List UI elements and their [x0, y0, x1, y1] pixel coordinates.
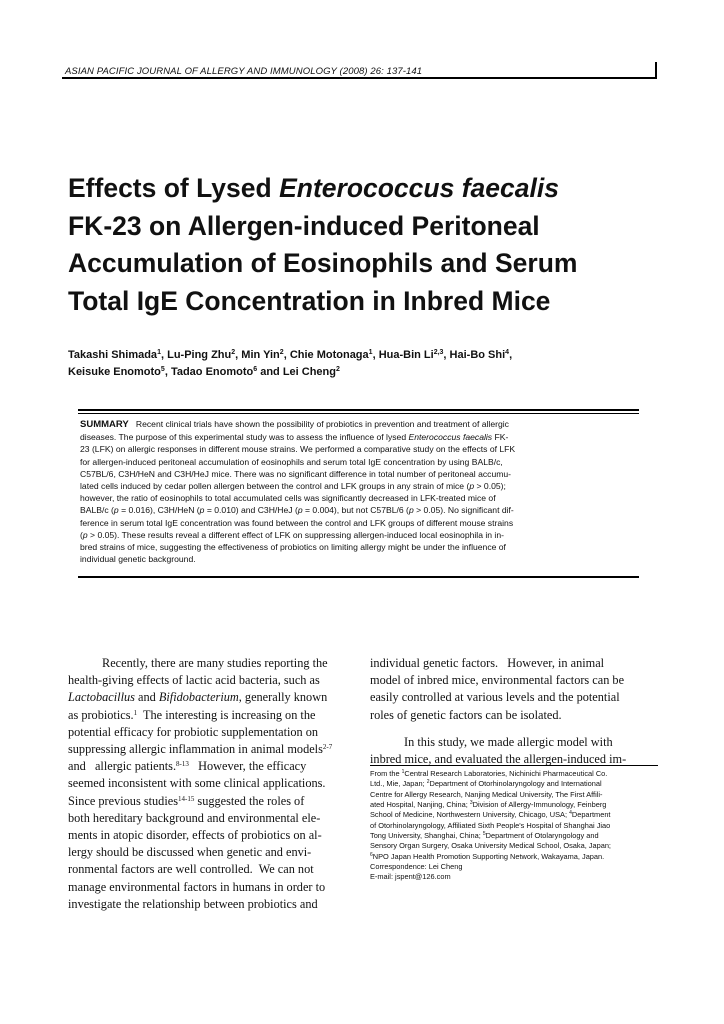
body-line: Lactobacillus and Bifidobacterium, generally known	[68, 690, 328, 705]
author-name: Chie Motonaga	[289, 349, 369, 361]
body-line: model of inbred mice, environmental factors can be	[370, 673, 625, 688]
title-species-name: Enterococcus faecalis	[279, 173, 559, 203]
summary-line: BALB/c (p = 0.016), C3H/HeN (p = 0.010) and C3H/HeJ (p = 0.004), but not C57BL/6 (p > 0.05). No significant dif-	[80, 505, 514, 516]
abstract-summary	[80, 418, 640, 565]
summary-bottom-rule	[78, 576, 639, 578]
affiliation-line: ated Hospital, Nanjing, China; $^3$Division of Allergy-Immunology, Feinberg	[370, 800, 607, 810]
email-address[interactable]: E-mail: jspent@126.com	[370, 872, 451, 882]
running-head-text: ASIAN PACIFIC JOURNAL OF ALLERGY AND IMMUNOLOGY (2008) 26: 137-141	[65, 66, 423, 77]
body-column-left	[68, 655, 358, 913]
summary-line: C57BL/6, C3H/HeN and C3H/HeJ mice. There was no significant difference in total number of peritoneal accumu-	[80, 468, 512, 479]
author-name: Min Yin	[241, 349, 280, 361]
body-line: Recently, there are many studies reporting the	[102, 656, 328, 670]
summary-line: individual genetic background.	[80, 554, 196, 565]
summary-line: SUMMARY Recent clinical trials have shown the possibility of probiotics in prevention and treatment of allergic	[80, 419, 509, 430]
body-line: investigate the relationship between probiotics and	[68, 896, 318, 911]
author-name: Takashi Shimada	[68, 349, 158, 361]
affiliation-line: Centre for Allergy Research, Nanjing Medical University, The First Affili-	[370, 789, 603, 799]
summary-line: however, the ratio of eosinophils to total accumulated cells was significantly decreased in LFK-treated mice of	[80, 493, 496, 504]
author-line-1: Takashi Shimada$^1$, Lu-Ping Zhu$^2$, Min Yin$^2$, Chie Motonaga$^1$, Hua-Bin Li$^{2,3}$, Hai-Bo Shi$^4$,	[68, 349, 513, 361]
body-line: lergy should be discussed when genetic and envi-	[68, 845, 312, 860]
summary-line: lated cells induced by cedar pollen allergen between the control and LFK groups in any strain of mice (p > 0.05);	[80, 481, 506, 492]
summary-heading: SUMMARY	[80, 419, 129, 430]
body-column-right	[370, 655, 658, 768]
body-line: seemed inconsistent with some clinical applications.	[68, 776, 326, 791]
title-line-3: Accumulation of Eosinophils and Serum	[68, 248, 578, 278]
body-line: potential efficacy for probiotic supplementation on	[68, 724, 319, 739]
summary-top-rule	[78, 409, 639, 411]
body-line: manage environmental factors in humans in order to	[68, 879, 326, 894]
summary-line: bred strains of mice, suggesting the effectiveness of probiotics on limiting allergy might be under the influence of	[80, 542, 506, 553]
article-title	[68, 170, 658, 320]
affiliation-line: School of Medicine, Northwestern University, Chicago, USA; $^4$Department	[370, 810, 611, 820]
body-line: ronmental factors are well controlled. We can not	[68, 862, 314, 877]
body-line: In this study, we made allergic model with	[404, 734, 613, 749]
author-line-2: Keisuke Enomoto$^5$, Tadao Enomoto$^6$ and Lei Cheng$^2$	[68, 366, 340, 378]
author-name: Hai-Bo Shi	[449, 349, 506, 361]
body-line: suppressing allergic inflammation in animal models$^{2-7}$	[68, 742, 333, 757]
affiliation-line: Tong University, Shanghai, China; $^5$Department of Otolaryngology and	[370, 831, 599, 841]
author-name: Keisuke Enomoto	[68, 366, 161, 378]
author-name: Tadao Enomoto	[170, 366, 254, 378]
body-line: roles of genetic factors can be isolated.	[370, 707, 562, 722]
author-name: Hua-Bin Li	[378, 349, 434, 361]
body-line: individual genetic factors. However, in animal	[370, 656, 605, 670]
paragraph-gap	[370, 724, 658, 734]
running-head	[62, 62, 657, 79]
summary-line: diseases. The purpose of this experimental study was to assess the influence of lysed Enterococcus faecalis FK-	[80, 432, 509, 443]
body-line: ments in atopic disorder, effects of probiotics on al-	[68, 828, 322, 843]
affiliation-line: From the $^1$Central Research Laboratories, Nichinichi Pharmaceutical Co.	[370, 769, 608, 778]
summary-line: 23 (LFK) on allergic responses in different mouse strains. We performed a comparative study on the effects of LFK	[80, 444, 516, 455]
author-name: Lu-Ping Zhu	[167, 349, 232, 361]
body-line: both hereditary background and environmental ele-	[68, 810, 321, 825]
body-line: easily controlled at various levels and the potential	[370, 690, 620, 705]
affiliation-line: of Otorhinolaryngology, Affiliated Sixth People's Hospital of Shanghai Jiao	[370, 820, 611, 830]
affiliation-line: $^6$NPO Japan Health Promotion Supporting Network, Wakayama, Japan.	[370, 851, 605, 861]
body-line: health-giving effects of lactic acid bacteria, such as	[68, 673, 320, 688]
summary-line: (p > 0.05). These results reveal a different effect of LFK on suppressing allergen-induced local eosinophila in in-	[80, 529, 504, 540]
affiliation-line: Ltd., Mie, Japan; $^2$Department of Otorhinolaryngology and International	[370, 779, 602, 789]
affiliation-line: Sensory Organ Surgery, Osaka University Medical School, Osaka, Japan;	[370, 841, 611, 851]
author-list	[68, 347, 658, 381]
summary-top-rule-thin	[78, 413, 639, 414]
body-line: and allergic patients.$^{8-13}$ However, the efficacy	[68, 759, 307, 774]
title-line-1: Effects of Lysed Enterococcus faecalis	[68, 173, 559, 203]
body-line: inbred mice, and evaluated the allergen-induced im-	[370, 752, 627, 767]
summary-line: for allergen-induced peritoneal accumulation of eosinophils and serum total IgE concentration by using BALB/c,	[80, 456, 503, 467]
title-line-2: FK-23 on Allergen-induced Peritoneal	[68, 210, 540, 241]
summary-line: ference in serum total IgE concentration was found between the control and LFK groups of different mouse strains	[80, 517, 514, 528]
body-line: as probiotics.$^1$ The interesting is increasing on the	[68, 707, 316, 722]
title-line-4: Total IgE Concentration in Inbred Mice	[68, 285, 551, 316]
correspondence: Correspondence: Lei Cheng	[370, 862, 463, 872]
body-line: Since previous studies$^{14-15}$ suggested the roles of	[68, 793, 305, 808]
affiliation-rule	[370, 765, 658, 766]
affiliations-footnote	[370, 769, 660, 883]
author-name: Lei Cheng	[282, 366, 336, 378]
